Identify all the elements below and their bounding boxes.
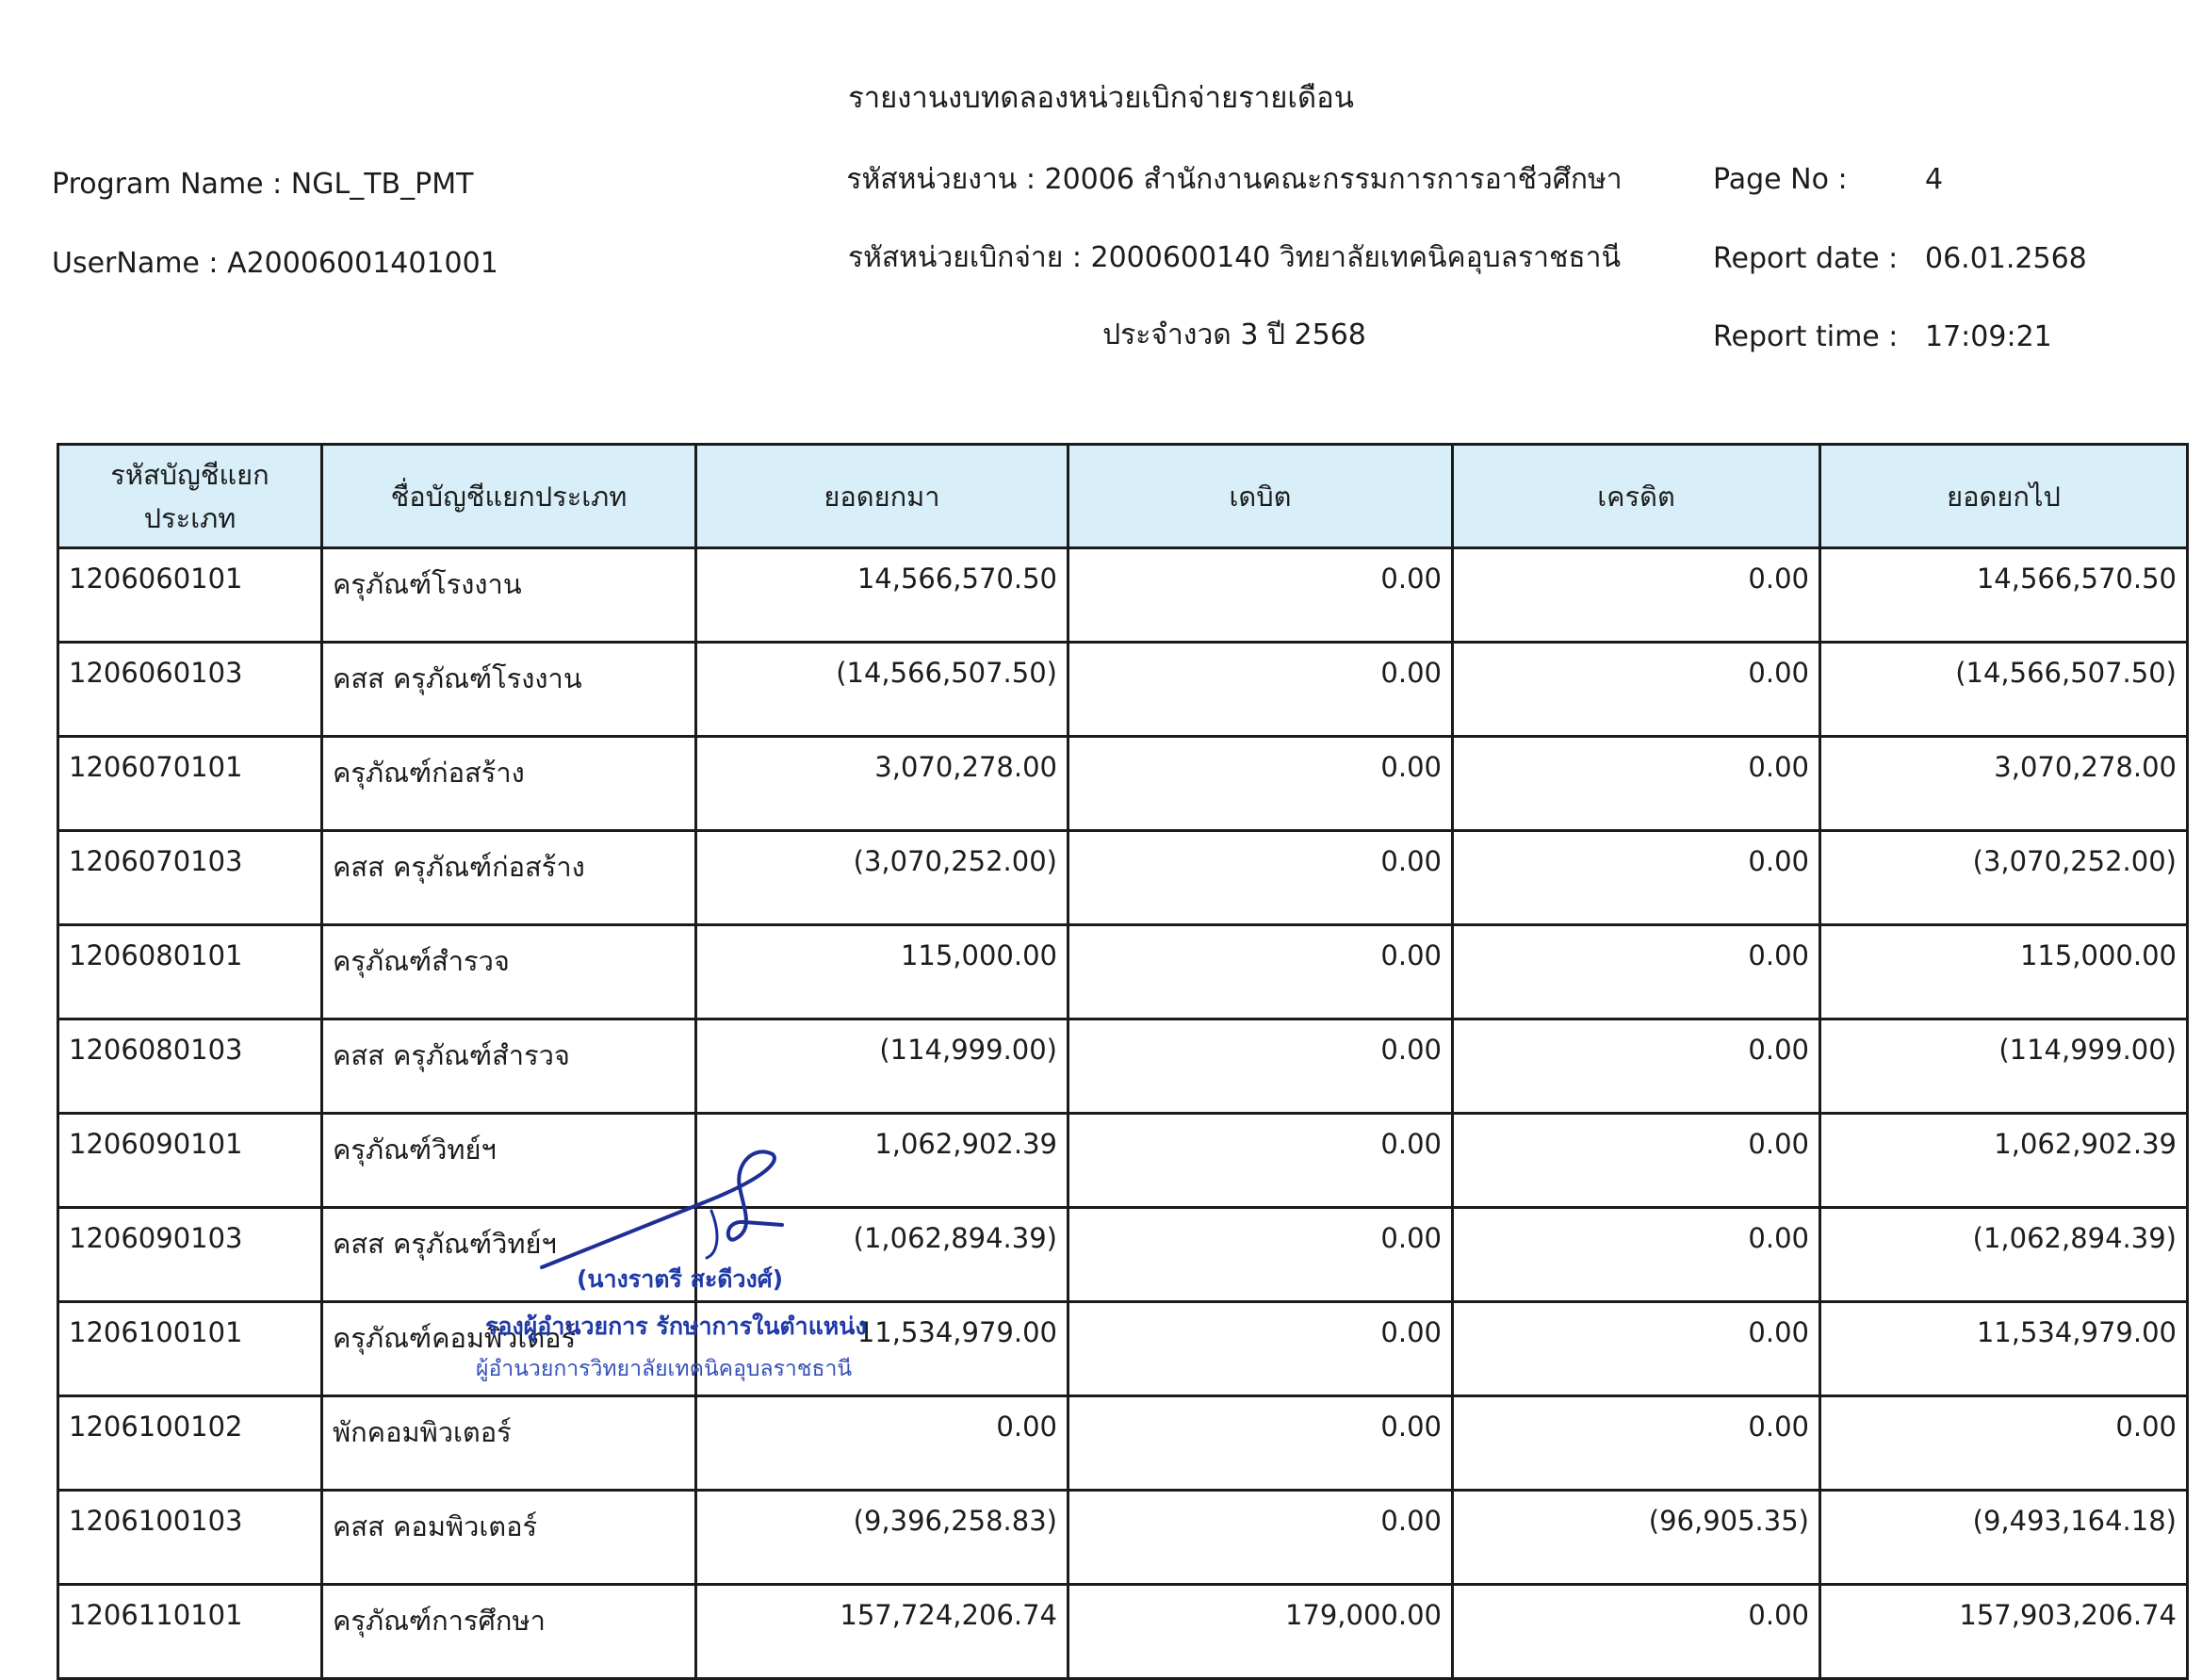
credit: 0.00 — [1453, 831, 1820, 925]
brought-forward: (14,566,507.50) — [696, 643, 1068, 737]
carried-forward: 115,000.00 — [1820, 925, 2188, 1019]
account-code: 1206090103 — [58, 1208, 322, 1302]
table-row — [58, 1396, 2188, 1491]
col-account-name: ชื่อบัญชีแยกประเภท — [322, 445, 696, 548]
page-no-value: 4 — [1925, 163, 1944, 196]
account-code: 1206110101 — [58, 1585, 322, 1679]
debit: 0.00 — [1068, 643, 1453, 737]
table-row — [58, 643, 2188, 737]
report-time-value: 17:09:21 — [1925, 320, 2052, 353]
brought-forward: 14,566,570.50 — [696, 548, 1068, 643]
debit: 0.00 — [1068, 1302, 1453, 1396]
credit: 0.00 — [1453, 1396, 1820, 1491]
table-row — [58, 548, 2188, 643]
account-code: 1206060103 — [58, 643, 322, 737]
brought-forward: 11,534,979.00 — [696, 1302, 1068, 1396]
carried-forward: (1,062,894.39) — [1820, 1208, 2188, 1302]
debit: 0.00 — [1068, 1208, 1453, 1302]
col-debit: เดบิต — [1068, 445, 1453, 548]
account-name: ครุภัณฑ์ก่อสร้าง — [322, 737, 696, 831]
table-row — [58, 1491, 2188, 1585]
credit: 0.00 — [1453, 737, 1820, 831]
account-name: คสส ครุภัณฑ์สำรวจ — [322, 1019, 696, 1114]
carried-forward: 0.00 — [1820, 1396, 2188, 1491]
col-brought-forward: ยอดยกมา — [696, 445, 1068, 548]
account-code: 1206080103 — [58, 1019, 322, 1114]
table-row — [58, 925, 2188, 1019]
account-name: ครุภัณฑ์การศึกษา — [322, 1585, 696, 1679]
report-date-value: 06.01.2568 — [1925, 242, 2087, 275]
table-row — [58, 1114, 2188, 1208]
program-name: Program Name : NGL_TB_PMT — [52, 168, 474, 201]
brought-forward: 0.00 — [696, 1396, 1068, 1491]
account-name: ครุภัณฑ์สำรวจ — [322, 925, 696, 1019]
credit: 0.00 — [1453, 643, 1820, 737]
debit: 0.00 — [1068, 831, 1453, 925]
brought-forward: 3,070,278.00 — [696, 737, 1068, 831]
credit: 0.00 — [1453, 1114, 1820, 1208]
debit: 0.00 — [1068, 925, 1453, 1019]
credit: 0.00 — [1453, 1208, 1820, 1302]
brought-forward: 1,062,902.39 — [696, 1114, 1068, 1208]
account-code: 1206100101 — [58, 1302, 322, 1396]
page-no-label: Page No : — [1713, 163, 1848, 196]
account-name: พักคอมพิวเตอร์ — [322, 1396, 696, 1491]
credit: 0.00 — [1453, 548, 1820, 643]
account-name: ครุภัณฑ์โรงงาน — [322, 548, 696, 643]
brought-forward: 157,724,206.74 — [696, 1585, 1068, 1679]
debit: 0.00 — [1068, 737, 1453, 831]
debit: 0.00 — [1068, 1491, 1453, 1585]
account-name: ครุภัณฑ์คอมพิวเตอร์ — [322, 1302, 696, 1396]
account-name: คสส ครุภัณฑ์วิทย์ฯ — [322, 1208, 696, 1302]
brought-forward: (1,062,894.39) — [696, 1208, 1068, 1302]
table-row — [58, 737, 2188, 831]
agency-line: รหัสหน่วยงาน : 20006 สำนักงานคณะกรรมการการอาชีวศึกษา — [846, 163, 1623, 196]
credit: 0.00 — [1453, 1302, 1820, 1396]
carried-forward: (3,070,252.00) — [1820, 831, 2188, 925]
account-code: 1206100103 — [58, 1491, 322, 1585]
report-time-label: Report time : — [1713, 320, 1899, 353]
credit: (96,905.35) — [1453, 1491, 1820, 1585]
table-header-row — [58, 445, 2188, 548]
username: UserName : A20006001401001 — [52, 247, 498, 280]
carried-forward: (114,999.00) — [1820, 1019, 2188, 1114]
debit: 0.00 — [1068, 1396, 1453, 1491]
debit: 0.00 — [1068, 1114, 1453, 1208]
brought-forward: (114,999.00) — [696, 1019, 1068, 1114]
account-name: คสส ครุภัณฑ์ก่อสร้าง — [322, 831, 696, 925]
table-row — [58, 1019, 2188, 1114]
carried-forward: 157,903,206.74 — [1820, 1585, 2188, 1679]
carried-forward: (9,493,164.18) — [1820, 1491, 2188, 1585]
table-row — [58, 831, 2188, 925]
carried-forward: (14,566,507.50) — [1820, 643, 2188, 737]
disbursement-unit-line: รหัสหน่วยเบิกจ่าย : 2000600140 วิทยาลัยเทคนิคอุบลราชธานี — [847, 241, 1622, 274]
account-code: 1206070101 — [58, 737, 322, 831]
account-code: 1206090101 — [58, 1114, 322, 1208]
stamp-unit: ผู้อำนวยการวิทยาลัยเทคนิคอุบลราชธานี — [476, 1357, 853, 1381]
carried-forward: 1,062,902.39 — [1820, 1114, 2188, 1208]
table-row — [58, 1585, 2188, 1679]
stamp-name: (นางราตรี สะดีวงศ์) — [577, 1265, 784, 1293]
debit: 0.00 — [1068, 548, 1453, 643]
carried-forward: 3,070,278.00 — [1820, 737, 2188, 831]
credit: 0.00 — [1453, 1019, 1820, 1114]
table-row — [58, 1208, 2188, 1302]
account-name: คสส ครุภัณฑ์โรงงาน — [322, 643, 696, 737]
carried-forward: 11,534,979.00 — [1820, 1302, 2188, 1396]
credit: 0.00 — [1453, 1585, 1820, 1679]
debit: 0.00 — [1068, 1019, 1453, 1114]
carried-forward: 14,566,570.50 — [1820, 548, 2188, 643]
col-carried-forward: ยอดยกไป — [1820, 445, 2188, 548]
report-title: รายงานงบทดลองหน่วยเบิกจ่ายรายเดือน — [848, 81, 1354, 115]
table-row — [58, 1302, 2188, 1396]
col-account-code: รหัสบัญชีแยกประเภท — [58, 445, 322, 548]
account-name: ครุภัณฑ์วิทย์ฯ — [322, 1114, 696, 1208]
account-code: 1206070103 — [58, 831, 322, 925]
debit: 179,000.00 — [1068, 1585, 1453, 1679]
report-date-label: Report date : — [1713, 242, 1899, 275]
stamp-position: รองผู้อำนวยการ รักษาการในตำแหน่ง — [485, 1313, 867, 1340]
account-name: คสส คอมพิวเตอร์ — [322, 1491, 696, 1585]
col-credit: เครดิต — [1453, 445, 1820, 548]
trial-balance-table — [57, 443, 2189, 1680]
period-line: ประจำงวด 3 ปี 2568 — [1102, 318, 1366, 351]
brought-forward: (3,070,252.00) — [696, 831, 1068, 925]
account-code: 1206060101 — [58, 548, 322, 643]
brought-forward: 115,000.00 — [696, 925, 1068, 1019]
brought-forward: (9,396,258.83) — [696, 1491, 1068, 1585]
account-code: 1206080101 — [58, 925, 322, 1019]
credit: 0.00 — [1453, 925, 1820, 1019]
account-code: 1206100102 — [58, 1396, 322, 1491]
